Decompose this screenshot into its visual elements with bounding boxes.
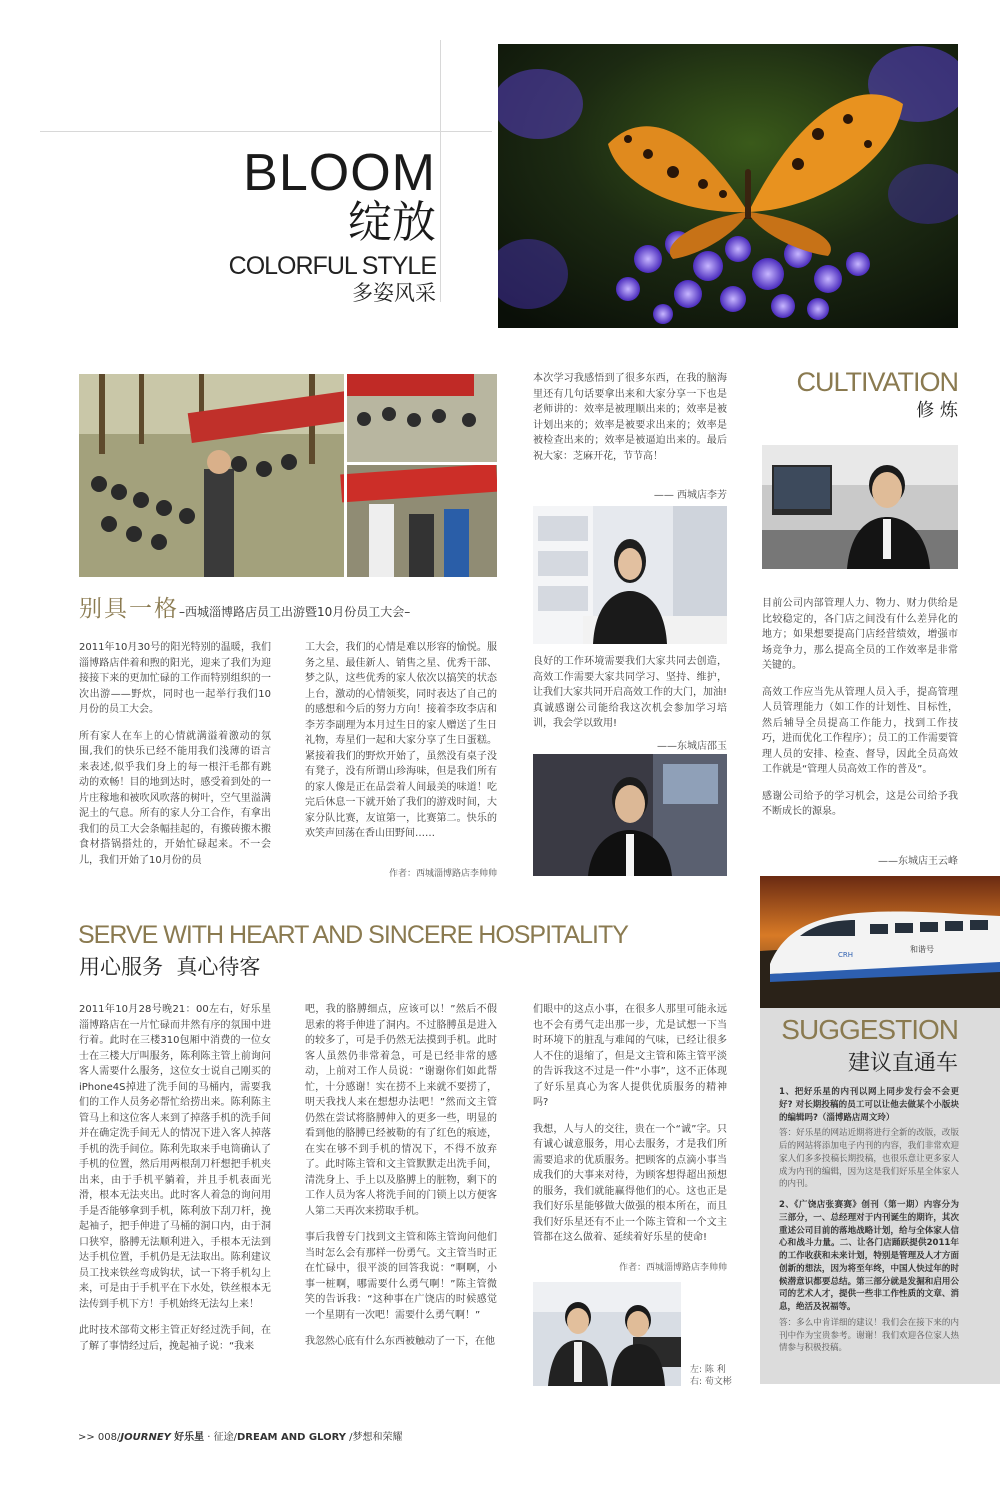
outing-col1: [79, 640, 271, 879]
serve-cn: 用心服务 真心待客: [79, 955, 261, 979]
footer-brand: 好乐星: [174, 1432, 205, 1443]
outing-subtitle: –西城淄博路店员工出游暨10月份员工大会–: [179, 605, 411, 619]
paragraph: 感谢公司给予的学习机会，这是公司给予我不断成长的源泉。: [762, 790, 958, 817]
paragraph: 高效工作应当先从管理人员入手，提高管理人员管理能力（如工作的计划性、目标性，然后辅导全员提高工作能力，找到工作技巧，进而优化工作程序）；员工的工作需要管理人员的安排、检查、督导，因此全员高效工作就是“管理人员高效工作的普及”。: [762, 686, 958, 775]
study-sig2: ——东城店邵玉: [657, 741, 727, 752]
bloom-title-cn: 绽放: [348, 197, 436, 248]
cultivation-cn: 修 炼: [916, 400, 958, 421]
bloom-title: BLOOM: [243, 144, 436, 202]
suggestion-q2: 2、《广饶店张赛赛》创刊（第一期）内容分为三部分，一、总经理对于内刊诞生的期许，其次重述公司目前的落地战略计划，给与全体家人信心和战斗力量。二、让各门店踊跃提供2011年的工作收获和未来计划，特别是管理及人才方面创新的想法，因为将至年终，中国人快过年的时候潜意识都要总结。第三部分就是发掘和启用公司的艺术人才，提供一些非工作性质的文章、消息，绝活及祝福等。: [779, 1200, 959, 1312]
colorful-style-title-cn: 多姿风采: [352, 281, 436, 305]
footer-dream: DREAM AND GLORY: [236, 1432, 346, 1443]
paragraph: 吧，我的胳膊细点，应该可以！”然后不假思索的将手伸进了洞内。不过胳膊虽是进入的较多了，可是手仍然无法摸到手机。此时客人虽然仍非常着急，可是已经非常的感动，上前对工作人员说：“谢谢你们如此帮忙，十分感谢！实在捞不上来就不要捞了，明天我找人来在想想办法吧！”然而文主管仍然在尝试将胳膊伸入的更多一些，明显的看到他的胳膊已经被勒的有了红色的痕迹，在实在够不到手机的情况下，不得不放弃了。此时陈主管和文主管默默走出洗手间，清洗身上、手上以及胳膊上的脏物，剩下的工作人员为客人将洗手间的门锁上以方便客人第二天再次来捞取手机。: [305, 1004, 497, 1217]
serve-en: SERVE WITH HEART AND SINCERE HOSPITALITY: [78, 921, 628, 949]
header-rule-vertical: [440, 40, 441, 302]
wangyunfeng-photo: [762, 445, 958, 569]
cultivation-sig: ——东城店王云峰: [878, 856, 958, 867]
serve-col1: [79, 1002, 271, 1365]
serve-author: 作者：西城淄博路店李帅帅: [618, 1263, 727, 1273]
cultivation-col: [762, 596, 958, 831]
outing-col2: [305, 640, 497, 853]
paragraph: 2011年10月28号晚21：00左右，好乐星淄博路店在一片忙碌而井然有序的氛围中进行着。此时在三楼310包厢中消费的一位女士在三楼大厅叫服务，陈利陈主管上前询问客人需要什么服务，这位女士说自己刚买的iPhone4S掉进了洗手间的马桶内，需要我们的工作人员务必帮忙给捞出来。陈利陈主管马上和这位客人来到了掉落手机的洗手间并在确定洗手间无人的情况下进入客人掉落手机的洗手间位。陈利先取来手电筒确认了手机的位置，然后用两根刮刀杆想把手机夹出来，由于手机平躺着，并且手机表面光滑，根本无法夹出。此时客人着急的询问用手是否能够拿到手机，陈利放下刮刀杆，挽起袖子，把手伸进了马桶的洞口内，由于洞口狭窄，胳膊无法顺利进入，手根本无法到达手机位置，手机仍是无法取出。陈利建议员工找来铁丝弯成钩状，试一下将手机勾上来，可是由于手机平在下水处，铁丝根本无法传到手机下方！手机始终无法勾上来！: [79, 1004, 271, 1310]
train-photo: [760, 876, 1000, 1008]
paragraph: 我想，人与人的交往，贵在一个“诚”字。只有诚心诚意服务，用心去服务，才是我们所需要追求的优质服务。把顾客的点滴小事当成我们的大事来对待，为顾客想得超出预想的服务，我们就能赢得他们的心。这也正是我们好乐星能够做大做强的根本所在，而且我们好乐星还有不止一个陈主管和一个文主管都在这么做着、延续着好乐星的使命!: [533, 1123, 727, 1243]
outing-author: 作者：西城淄博路店李帅帅: [388, 869, 497, 879]
suggestion-list: [779, 1086, 959, 1355]
paragraph: 目前公司内部管理人力、物力、财力供给是比较稳定的，各门店之间没有什么差异化的地方；如果想要提高门店经营绩效，增强市场竞争力，那么提高全员的工作效率是非常关键的。: [762, 598, 958, 671]
paragraph: 们眼中的这点小事，在很多人那里可能永远也不会有勇气走出那一步，尤是试想一下当时环境下的脏乱与难闻的气味，已经让很多人不住的退缩了，但是文主管和陈主管平淡的告诉我这不过是一件“小事”，这不正体现了好乐星真心为客人提供优质服务的精神吗?: [533, 1004, 727, 1108]
serve-col3: [533, 1002, 727, 1257]
paragraph: 此时技术部荀文彬主管正好经过洗手间，在了解了事情经过后，挽起袖子说：“我来: [79, 1325, 271, 1352]
footer: [78, 1428, 403, 1443]
paragraph: 所有家人在车上的心情就满溢着激动的氛围,我们的快乐已经不能用我们浅薄的语言来表述,似乎我们身上的每一根汗毛都有跳动的欢畅！目的地到达时，感受着到处的一片庄稼地和被吹风吹落的树叶，空气里溢满泥土的气息。所有的家人分工合作，有拿出我们的员工大会条幅挂起的，有搬砖搬木搬食材搭锅搭灶的，开始忙碌起来。不一会儿，我们开始了10月份的员: [79, 730, 271, 866]
shaoyu-photo: [533, 754, 727, 876]
cultivation-en: CULTIVATION: [796, 367, 958, 397]
train-code: CRH: [838, 951, 854, 959]
paragraph: 工大会，我们的心情是难以形容的愉悦。服务之星、最佳新人、销售之星、优秀干部、梦之队，这些优秀的家人依次以搞笑的状态上台，激动的心情领奖，同时表达了自己的的感想和今后的努力方向！接着李玫李店和李芳李副理为本月过生日的家人赠送了生日礼物，寿星们一起和大家分享了生日蛋糕。紧接着我们的野炊开始了，虽然没有桌子没有凳子，没有所谓山珍海味，但是我们所有的家人像是正在品尝着人间最美的味道！吃完后休息一下就开始了我们的游戏时间，大家分队比赛，友谊第一，比赛第二。快乐的欢笑声回荡在香山田野间……: [305, 642, 497, 839]
footer-rest: · 征途/: [204, 1432, 237, 1443]
chenli-xunwenbin-photo: [533, 1282, 681, 1386]
photo-caption-left: 左: 陈 利: [690, 1365, 726, 1375]
butterfly-photo: [498, 44, 958, 328]
paragraph: 2011年10月30号的阳光特别的温暖，我们淄博路店伴着和煦的阳光，迎来了我们为迎接接下来的更加忙碌的工作而特别组织的一次出游——野炊，同时也一起举行我们10月份的员工大会。: [79, 642, 271, 715]
suggestion-a1: 答：好乐星的网站近期将进行全新的改版，改版后的网站将添加电子内刊的内容，我们非常欢迎家人们多多投稿长期投稿，也很乐意让更多家人成为内刊的编辑，因为这是我们好乐星全体家人的内刊。: [779, 1128, 959, 1190]
suggestion-a2: 答：多么中肯详细的建议！我们会在接下来的内刊中作为宝贵参考。谢谢！我们欢迎各位家人热情参与积极投稿。: [779, 1317, 959, 1354]
serve-col2: [305, 1002, 497, 1361]
study-sig1: —— 西城店李芳: [653, 490, 727, 501]
study-text1: 本次学习我感悟到了很多东西，在我的脑海里还有几句话要拿出来和大家分享一下也是老师讲的：效率是被理顺出来的；效率是被计划出来的；效率是被要求出来的；效率是被检查出来的；效率是被逼迫出来的。最后祝大家：芝麻开花，节节高！: [533, 373, 727, 462]
footer-tail: /梦想和荣耀: [346, 1432, 403, 1443]
study-text2: 良好的工作环境需要我们大家共同去创造，高效工作需要大家共同学习、坚持、维护，让我们大家共同开启高效工作的大门，加油! 真诚感谢公司能给我这次机会参加学习培训，我会学以致用!: [533, 656, 728, 729]
outing-collage-photo: [79, 374, 497, 577]
suggestion-en: SUGGESTION: [781, 1014, 958, 1045]
header-rule-horizontal: [40, 131, 492, 132]
paragraph: 事后我曾专门找到文主管和陈主管询问他们当时怎么会有那样一份勇气。文主管当时正在忙碌中，很平淡的回答我说：“啊啊，小事一桩啊，哪需要什么勇气啊！”陈主管微笑的告诉我：“这种事在广饶店的时候感觉一个星期有一次吧！需要什么勇气啊！”: [305, 1232, 497, 1321]
lifang-photo: [533, 506, 727, 644]
paragraph: 我忽然心底有什么东西被触动了一下，在他: [305, 1336, 495, 1347]
colorful-style-title: COLORFUL STYLE: [228, 252, 436, 280]
suggestion-cn: 建议直通车: [847, 1051, 958, 1076]
footer-journey: JOURNEY: [120, 1432, 171, 1443]
footer-prefix: >> 008/: [78, 1432, 121, 1443]
photo-caption-right: 右: 荀文彬: [690, 1377, 732, 1387]
outing-title-cn: 别具一格: [79, 596, 179, 622]
outing-title: [79, 590, 509, 623]
train-label: 和谐号: [910, 945, 934, 954]
suggestion-q1: 1、把好乐星的内刊以网上同步发行会不会更好? 对长期投稿的员工可以让他去做某个小版块的编辑吗?（淄博路店周文玲）: [779, 1087, 959, 1123]
